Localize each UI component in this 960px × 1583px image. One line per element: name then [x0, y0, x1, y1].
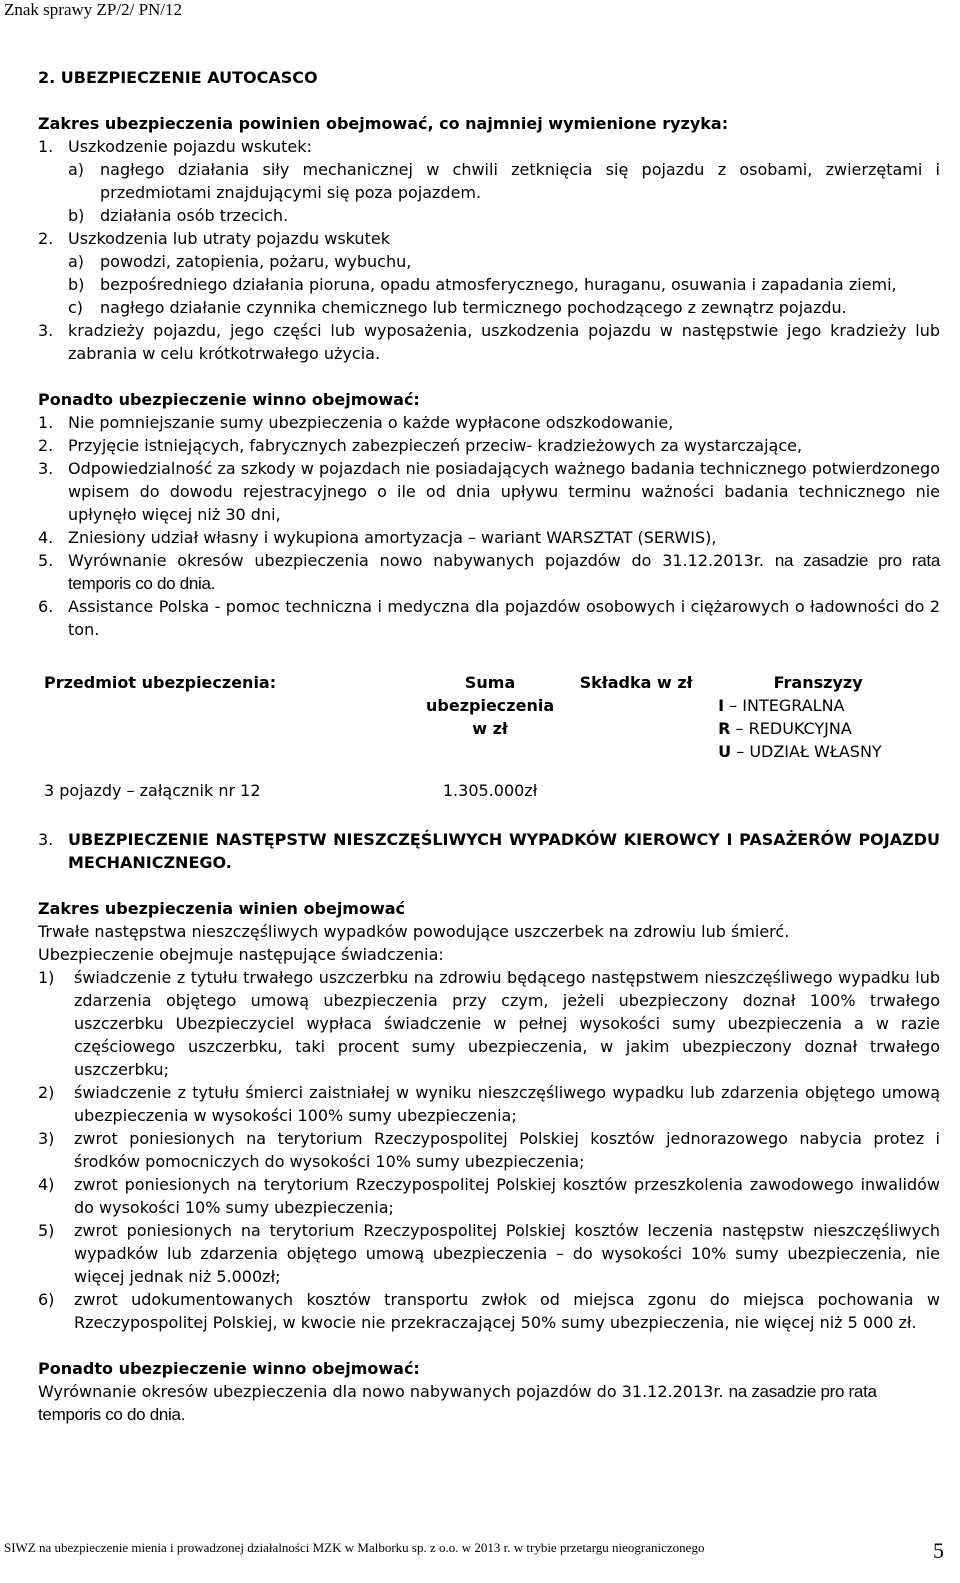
page-number: 5: [933, 1538, 944, 1563]
risk-item: [38, 319, 940, 365]
section-2-additional-heading: Ponadto ubezpieczenie winno obejmować:: [38, 390, 420, 409]
risk-subitem: b) działania osób trzecich.: [68, 206, 289, 225]
footer-text: SIWZ na ubezpieczenie mienia i prowadzonej działalności MZK w Malborku sp. z o.o. w 2013 r. w trybie przetargu nieograniczonego: [4, 1540, 705, 1555]
header-subject: Przedmiot ubezpieczenia:: [44, 673, 277, 692]
list-item: 1) świadczenie z tytułu trwałego uszczerbku na zdrowiu będącego następstwem nieszczęśliwego wypadku lub zdarzenia objętego umową ubezpieczenia przy czym, jeżeli ubezpieczony doznał 100% trwałego uszczerbku Ubezpieczyciel wypłaca świadczenie w pełnej wysokości sumy ubezpieczenia a w razie częściowego uszczerbku, taki procent sumy ubezpieczenia, w jakim ubezpieczony doznał trwałego uszczerbku;: [38, 968, 940, 1079]
risk-subitem: a) nagłego działania siły mechanicznej w chwili zetknięcia się pojazdu z osobami, zwierzętami i przedmiotami znajdującymi się poza pojazdem.: [68, 160, 940, 202]
risk-number: 3.: [38, 321, 54, 340]
table-row: [38, 771, 924, 810]
risk-text: kradzieży pojazdu, jego części lub wyposażenia, uszkodzenia pojazdu w następstwie jego kradzieży lub zabrania w celu krótkotrwałego użycia.: [68, 321, 940, 363]
section-2-title: 2. UBEZPIECZENIE AUTOCASCO: [38, 68, 318, 87]
risk-item: [38, 227, 940, 319]
risk-text: Uszkodzenia lub utraty pojazdu wskutek: [68, 229, 390, 248]
risk-subitem: b) bezpośredniego działania pioruna, opadu atmosferycznego, huraganu, osuwania i zapadania ziemi,: [68, 275, 897, 294]
list-item: 5) zwrot poniesionych na terytorium Rzeczypospolitej Polskiej kosztów leczenia następstw nieszczęśliwych wypadków lub zdarzenia objętego umową ubezpieczenia – do wysokości 10% sumy ubezpieczenia, nie więcej jednak niż 5.000zł;: [38, 1221, 940, 1286]
header-franchise: Franszyzy I – INTEGRALNA R – REDUKCYJNA U – UDZIAŁ WŁASNY: [718, 673, 882, 761]
section-3-additional-heading: Ponadto ubezpieczenie winno obejmować:: [38, 1359, 420, 1378]
table-header-row: [38, 663, 924, 771]
risk-list: [38, 135, 940, 365]
list-item: 6. Assistance Polska - pomoc techniczna i medyczna dla pojazdów osobowych i ciężarowych o ładowności do 2 ton.: [38, 597, 940, 639]
list-item: 3) zwrot poniesionych na terytorium Rzeczypospolitej Polskiej kosztów jednorazowego nabycia protez i środków pomocniczych do wysokości 10% sumy ubezpieczenia;: [38, 1129, 940, 1171]
risk-item: [38, 135, 940, 227]
list-item: 4) zwrot poniesionych na terytorium Rzeczypospolitej Polskiej kosztów przeszkolenia zawodowego inwalidów do wysokości 10% sumy ubezpieczenia;: [38, 1175, 940, 1217]
list-item: 3. Odpowiedzialność za szkody w pojazdach nie posiadających ważnego badania technicznego potwierdzonego wpisem do dowodu rejestracyjnego o ile od dnia upływu terminu ważności badania technicznego nie upłynęło więcej niż 30 dni,: [38, 459, 940, 524]
list-item: 2) świadczenie z tytułu śmierci zaistniałej w wyniku nieszczęśliwego wypadku lub zdarzenia objętego umową ubezpieczenia w wysokości 100% sumy ubezpieczenia;: [38, 1083, 940, 1125]
row-subject: 3 pojazdy – załącznik nr 12: [44, 781, 261, 800]
risk-number: 1.: [38, 137, 54, 156]
section-3-additional-text: Wyrównanie okresów ubezpieczenia dla nowo nabywanych pojazdów do 31.12.2013r. na zasadzie pro rata temporis co do dnia.: [38, 1382, 877, 1424]
risk-number: 2.: [38, 229, 54, 248]
section-3-scope-heading: Zakres ubezpieczenia winien obejmować: [38, 899, 406, 918]
document-body: [38, 66, 940, 1426]
case-number: Znak sprawy ZP/2/ PN/12: [4, 0, 183, 19]
section-3-title: 3. UBEZPIECZENIE NASTĘPSTW NIESZCZĘŚLIWYCH WYPADKÓW KIEROWCY I PASAŻERÓW POJAZDU MECHANICZNEGO.: [38, 830, 940, 872]
section-3-scope-line1: Trwałe następstwa nieszczęśliwych wypadków powodujące uszczerbek na zdrowiu lub śmierć.: [38, 922, 790, 941]
section-3-scope-line2: Ubezpieczenie obejmuje następujące świadczenia:: [38, 945, 444, 964]
list-item: 6) zwrot udokumentowanych kosztów transportu zwłok od miejsca zgonu do miejsca pochowania w Rzeczypospolitej Polskiej, w kwocie nie przekraczającej 50% sumy ubezpieczenia, nie więcej niż 5 000 zł.: [38, 1290, 940, 1332]
list-item: 4. Zniesiony udział własny i wykupiona amortyzacja – wariant WARSZTAT (SERWIS),: [38, 528, 717, 547]
insurance-table: [38, 663, 924, 810]
header-sum: Suma ubezpieczenia w zł: [426, 673, 555, 738]
row-sum: 1.305.000zł: [442, 781, 538, 800]
list-item: 5. Wyrównanie okresów ubezpieczenia nowo nabywanych pojazdów do 31.12.2013r. na zasadzie pro rata temporis co do dnia.: [38, 551, 941, 593]
section-2-scope-heading: Zakres ubezpieczenia powinien obejmować, co najmniej wymienione ryzyka:: [38, 114, 729, 133]
list-item: 1. Nie pomniejszanie sumy ubezpieczenia o każde wypłacone odszkodowanie,: [38, 413, 674, 432]
risk-subitem: a) powodzi, zatopienia, pożaru, wybuchu,: [68, 252, 412, 271]
risk-subitem: c) nagłego działanie czynnika chemicznego lub termicznego pochodzącego z zewnątrz pojazdu.: [68, 298, 847, 317]
list-item: 2. Przyjęcie istniejących, fabrycznych zabezpieczeń przeciw- kradzieżowych za wystarczające,: [38, 436, 803, 455]
risk-text: Uszkodzenie pojazdu wskutek:: [68, 137, 312, 156]
benefits-list: [38, 966, 940, 1334]
header-premium: Składka w zł: [579, 673, 693, 692]
additional-list: [38, 411, 940, 641]
